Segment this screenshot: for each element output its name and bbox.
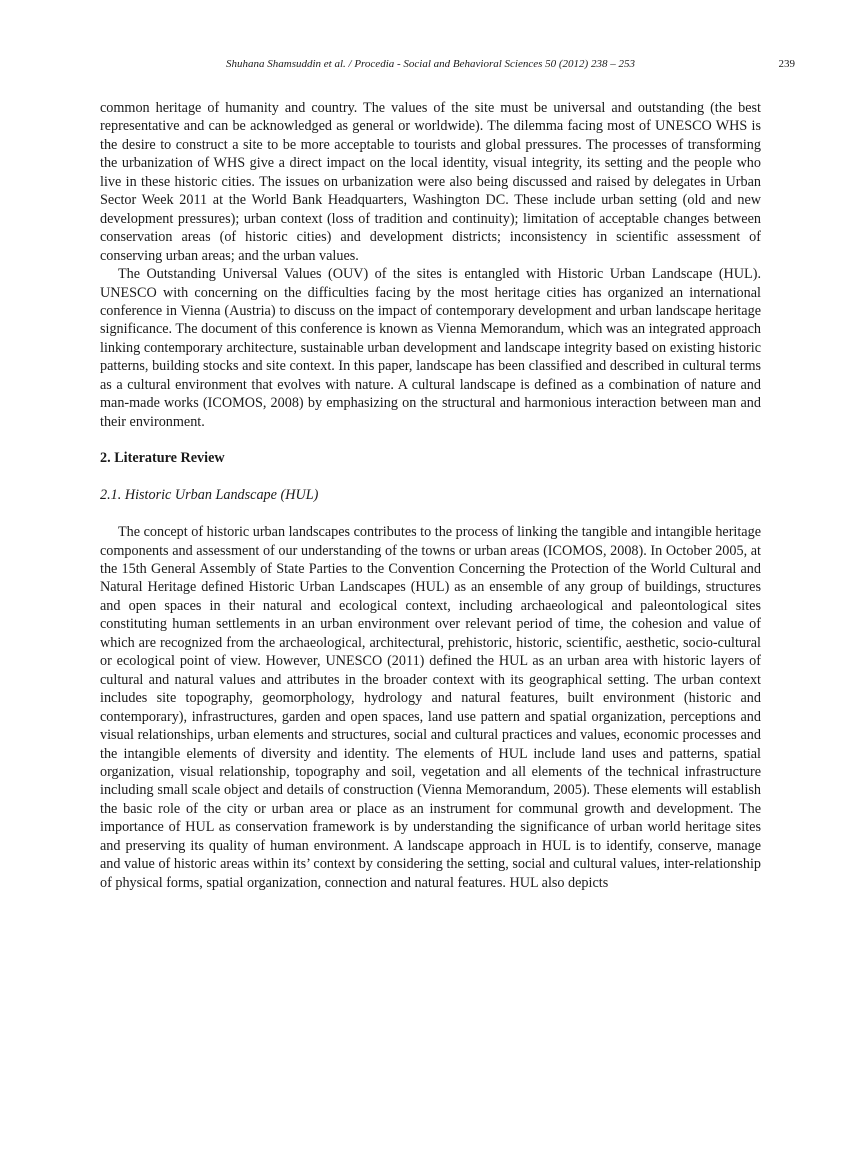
subsection-heading: 2.1. Historic Urban Landscape (HUL) [100,486,319,503]
paragraph-1: common heritage of humanity and country. The values of the site must be universal and outstanding (the best representative and can be acknowledged as general or worldwide). The dilemma facing most of UNESCO WHS is the desire to construct a site to be more acceptable to tourists and global pressures. The processes of transforming the urbanization of WHS give a direct impact on the local identity, visual integrity, its setting and the people who live in these historic cities. The issues on urbanization were also being discussed and raised by delegates in Urban Sector Week 2011 at the World Bank Headquarters, Washington DC. These include urban setting (old and new development pressures); urban context (loss of tradition and continuity); limitation of acceptable changes between conservation areas (of historic cities) and development districts; inconsistency in scientific assessment of conserving urban areas; and the urban values. [100,100,761,264]
body-text [100,99,761,892]
section-heading: 2. Literature Review [100,450,225,467]
paragraph-2: The Outstanding Universal Values (OUV) of the sites is entangled with Historic Urban Landscape (HUL). UNESCO with concerning on the difficulties facing by the most heritage cities has organized an international conference in Vienna (Austria) to discuss on the impact of contemporary development and urban landscape heritage significance. The document of this conference is known as Vienna Memorandum, which was an integrated approach linking contemporary architecture, sustainable urban development and landscape integrity based on existing historic patterns, building stocks and site context. In this paper, landscape has been classified and described in cultural terms as a cultural environment that evolves with nature. A cultural landscape is defined as a combination of nature and man-made works (ICOMOS, 2008) by emphasizing on the structural and harmonious interaction between man and their environment. [100,266,761,430]
paragraph-3: The concept of historic urban landscapes contributes to the process of linking the tangible and intangible heritage components and assessment of our understanding of the towns or urban areas (ICOMOS, 2008). In October 2005, at the 15th General Assembly of State Parties to the Convention Concerning the Protection of the World Cultural and Natural Heritage defined Historic Urban Landscapes (HUL) as an ensemble of any group of buildings, structures and open spaces in their natural and ecological context, including archaeological and paleontological sites constituting human settlements in an urban environment over relevant period of time, the cohesion and value of which are recognized from the archaeological, architectural, prehistoric, historic, scientific, aesthetic, socio-cultural or ecological point of view. However, UNESCO (2011) defined the HUL as an urban area with historic layers of cultural and natural values and attributes in the broader context with its geographical setting. The urban context includes site topography, geomorphology, hydrology and natural features, built environment (historic and contemporary), infrastructures, garden and open spaces, land use pattern and spatial organization, perceptions and visual relationships, urban elements and structures, social and cultural practices and values, economic processes and the intangible elements of diversity and identity. The elements of HUL include land uses and patterns, spatial organization, visual relationship, topography and soil, vegetation and all elements of the technical infrastructure including small scale object and details of construction (Vienna Memorandum, 2005). These elements will establish the basic role of the city or urban area or place as an instrument for communal growth and development. The importance of HUL as conservation framework is by understanding the significance of urban world heritage sites and preserving its quality of human environment. A landscape approach in HUL is to identify, conserve, manage and value of historic areas within its’ context by considering the setting, social and cultural values, inter-relationship of physical forms, spatial organization, connection and natural features. HUL also depicts [100,524,761,891]
running-header [100,58,795,74]
page-number: 239 [778,58,795,70]
running-title: Shuhana Shamsuddin et al. / Procedia - Social and Behavioral Sciences 50 (2012) 238 – 253 [226,58,635,70]
